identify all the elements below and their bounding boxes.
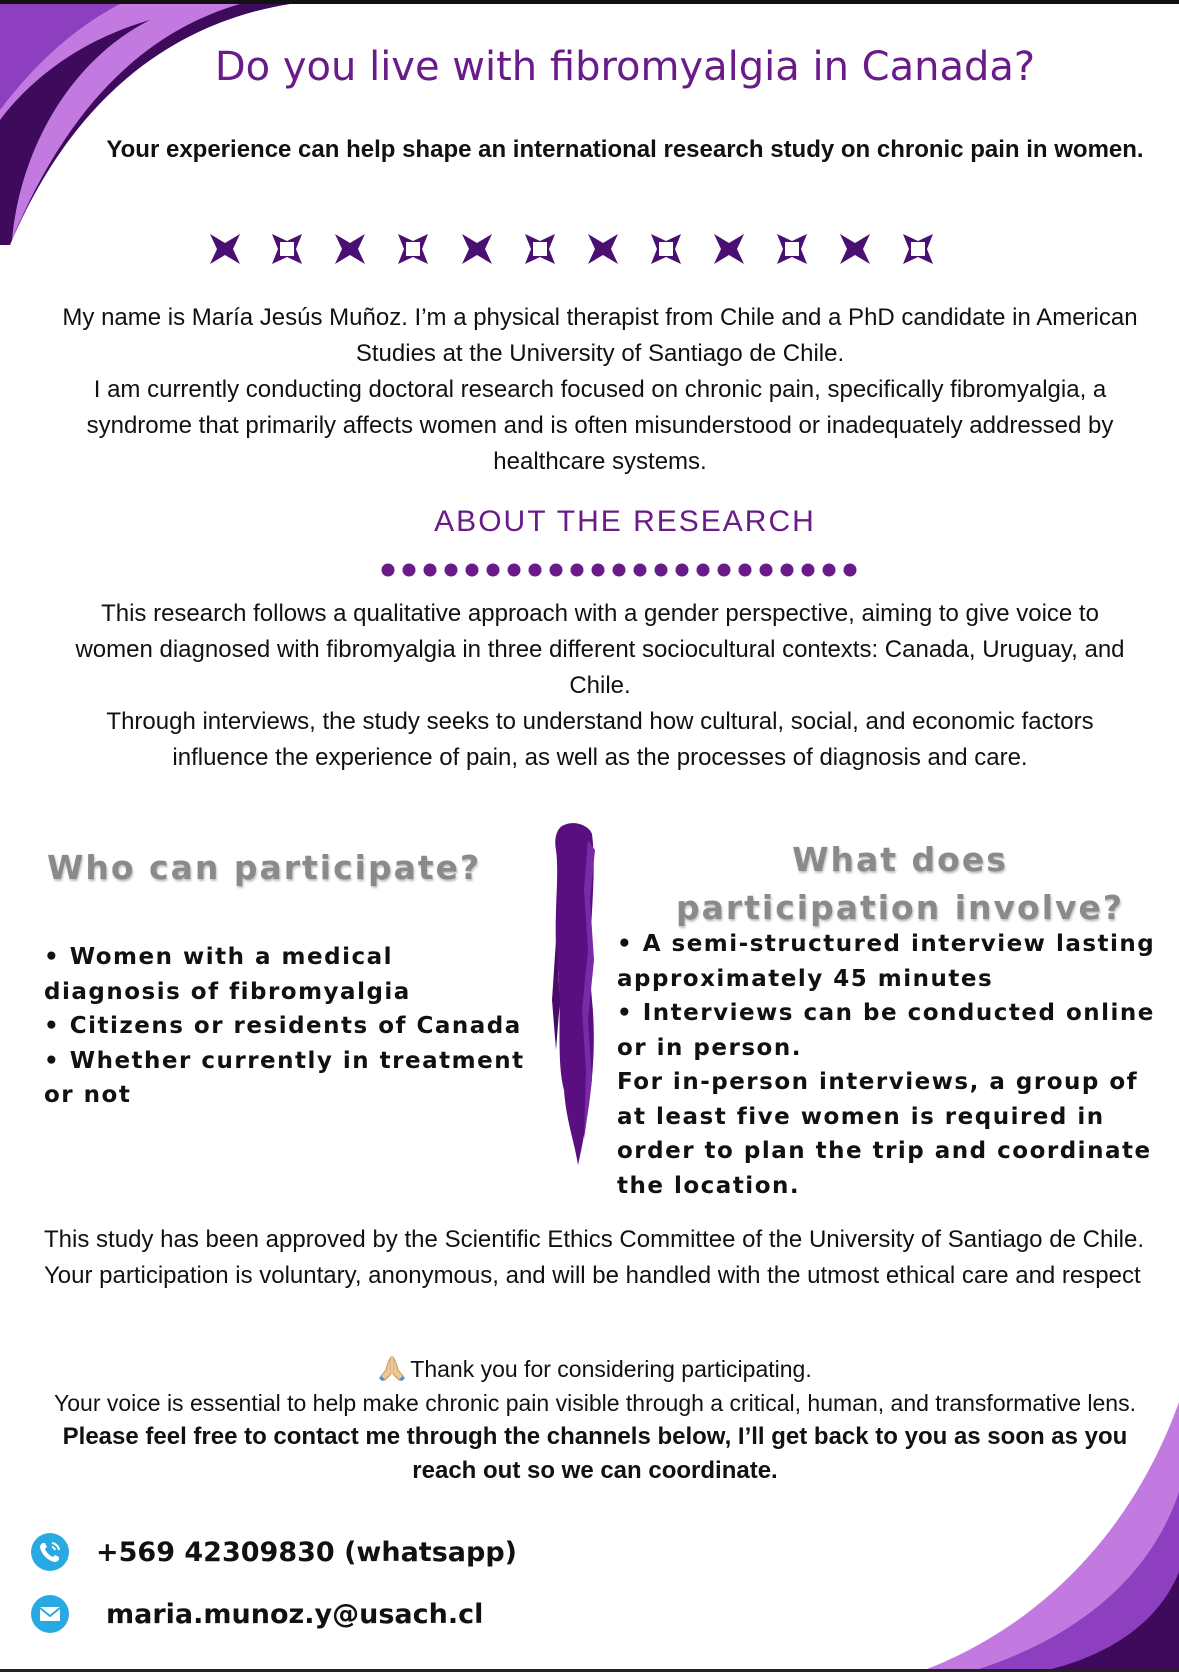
- bow-outline-icon: [651, 234, 681, 264]
- intro-paragraph: I am currently conducting doctoral research focused on chronic pain, specifically fibromyalgia, a syndrome that primarily affects women and is often misunderstood or inadequately addressed by healthcare systems.: [86, 376, 1114, 475]
- list-item: • A semi-structured interview lasting approximately 45 minutes: [617, 931, 1156, 992]
- list-item: • Interviews can be conducted online or in person.: [617, 1000, 1155, 1061]
- bow-filled-icon: [462, 234, 492, 264]
- who-can-participate-list: [44, 940, 534, 1113]
- thanks-text: Thank you for considering participating.: [410, 1356, 812, 1382]
- phone-contact[interactable]: [30, 1530, 517, 1574]
- participation-involve-list: [617, 927, 1162, 1203]
- thanks-line: [30, 1352, 1160, 1386]
- subtitle: Your experience can help shape an international research study on chronic pain in women.: [106, 136, 1144, 163]
- bow-outline-icon: [272, 234, 302, 264]
- dotted-divider: [380, 562, 860, 578]
- intro-paragraph: My name is María Jesús Muñoz. I’m a physical therapist from Chile and a PhD candidate in American Studies at the University of Santiago de Chile.: [62, 304, 1138, 367]
- participation-involve-heading: What does participation involve?: [675, 840, 1125, 927]
- list-item: • Women with a medical diagnosis of fibromyalgia: [44, 944, 411, 1005]
- research-paragraph: This research follows a qualitative approach with a gender perspective, aiming to give voice to women diagnosed with fibromyalgia in three different sociocultural contexts: Canada, Uruguay, and Chile.: [75, 600, 1125, 699]
- list-item: • Whether currently in treatment or not: [44, 1047, 525, 1108]
- research-text: [60, 596, 1140, 776]
- mail-icon: [30, 1594, 70, 1634]
- list-item: • Citizens or residents of Canada: [44, 1013, 522, 1039]
- bow-filled-icon: [840, 234, 870, 264]
- research-paragraph: Through interviews, the study seeks to understand how cultural, social, and economic factors influence the experience of pain, as well as the processes of diagnosis and care.: [106, 708, 1094, 771]
- bow-outline-icon: [525, 234, 555, 264]
- phone-icon: [30, 1532, 70, 1572]
- praying-hands-icon: [378, 1354, 406, 1382]
- ethics-statement: This study has been approved by the Scientific Ethics Committee of the University of Santiago de Chile. Your participation is voluntary, anonymous, and will be handled with the utmost ethical care and respect: [44, 1226, 1144, 1289]
- contact-note: Please feel free to contact me through the channels below, I’ll get back to you as soon as you reach out so we can coordinate.: [62, 1423, 1128, 1484]
- bow-outline-icon: [777, 234, 807, 264]
- bow-filled-icon: [335, 234, 365, 264]
- intro-text: [60, 300, 1140, 480]
- bow-filled-icon: [588, 234, 618, 264]
- phone-number[interactable]: +569 42309830 (whatsapp): [96, 1536, 517, 1568]
- page-title: Do you live with fibromyalgia in Canada?: [214, 44, 1036, 90]
- list-item: For in-person interviews, a group of at least five women is required in order to plan the trip and coordinate the location.: [617, 1069, 1152, 1199]
- closing-text: [30, 1352, 1160, 1488]
- bow-outline-icon: [398, 234, 428, 264]
- about-research-heading: ABOUT THE RESEARCH: [434, 505, 816, 538]
- email-address[interactable]: maria.munoz.y@usach.cl: [106, 1598, 484, 1630]
- bow-outline-icon: [903, 234, 933, 264]
- email-contact[interactable]: [30, 1592, 483, 1636]
- voice-text: Your voice is essential to help make chronic pain visible through a critical, human, and transformative lens.: [54, 1390, 1136, 1416]
- bow-filled-icon: [210, 234, 240, 264]
- brush-stroke-divider: [548, 820, 604, 1170]
- bow-divider: [210, 230, 1050, 268]
- bow-filled-icon: [714, 234, 744, 264]
- who-can-participate-heading: Who can participate?: [47, 848, 482, 887]
